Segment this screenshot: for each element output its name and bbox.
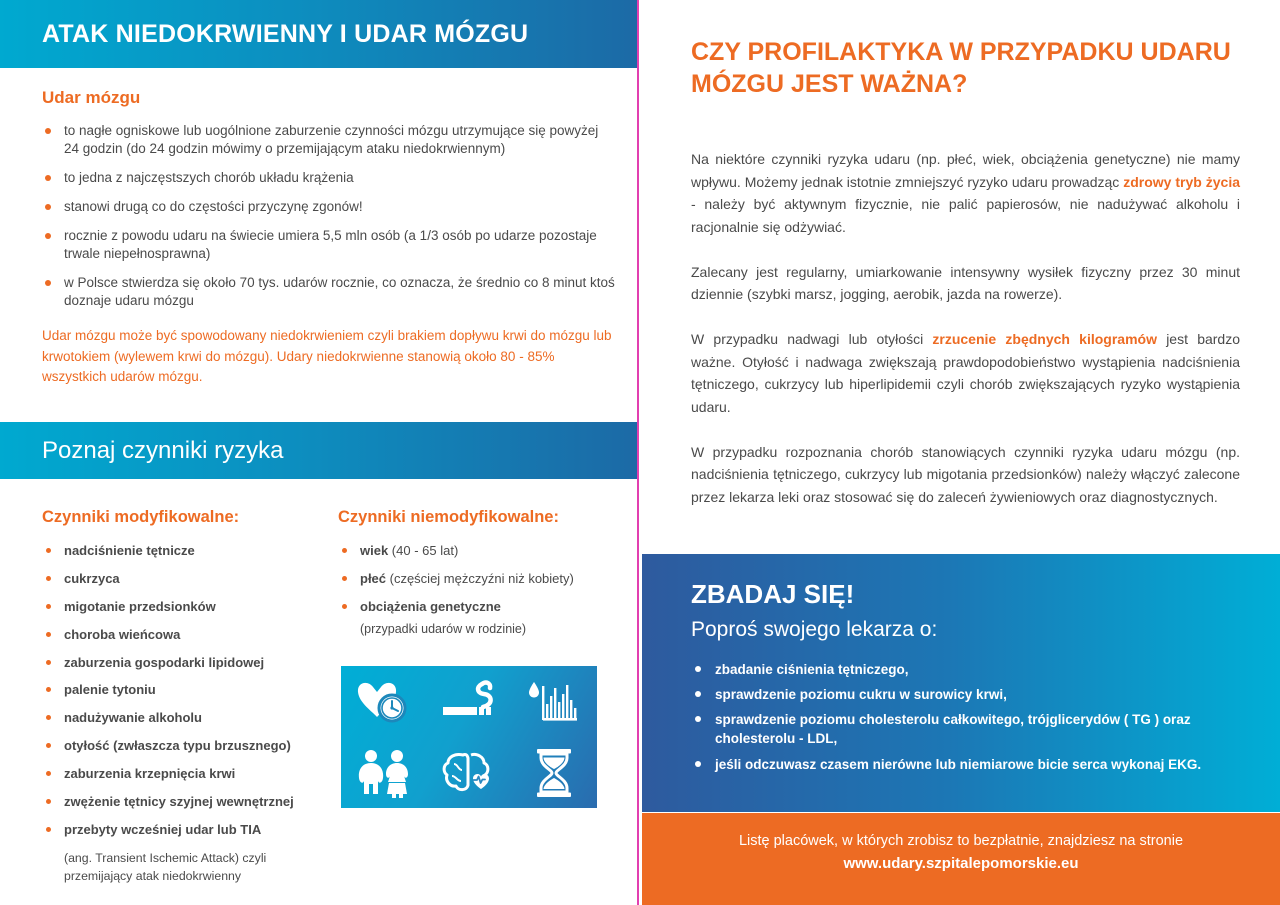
list-item: cukrzyca — [42, 571, 338, 588]
factor-name: obciążenia genetyczne — [360, 598, 501, 614]
factor-name: płeć — [360, 570, 387, 586]
risk-factors-band — [0, 422, 637, 479]
list-item: sprawdzenie poziomu cholesterolu całkowitego, trójglicerydów ( TG ) oraz cholesterolu - LDL, — [691, 710, 1261, 748]
cigarette-smoke-icon — [439, 679, 499, 725]
get-tested-panel — [642, 554, 1280, 812]
paragraph-1-part-a: Na niektóre czynniki ryzyka udaru (np. płeć, wiek, obciążenia genetyczne) nie mamy wpływu. Możemy jednak istotnie zmniejszyć ryzyko udaru prowadząc — [691, 151, 1240, 190]
list-item: zbadanie ciśnienia tętniczego, — [691, 660, 1261, 679]
paragraph-1-part-b: - należy być aktywnym fizycznie, nie palić papierosów, nie nadużywać alkoholu i racjonalnie się odżywiać. — [691, 196, 1240, 236]
paragraph-3-part-a: W przypadku nadwagi lub otyłości — [691, 331, 933, 348]
factor-detail: (częściej mężczyźni niż kobiety) — [386, 570, 574, 586]
footer-text: Listę placówek, w których zrobisz to bezpłatnie, znajdziesz na stronie — [738, 833, 1184, 849]
modifiable-list — [42, 543, 338, 839]
column-divider — [637, 0, 639, 905]
list-item: sprawdzenie poziomu cukru w surowicy krwi, — [691, 685, 1261, 704]
get-tested-subtitle: Poproś swojego lekarza o: — [691, 618, 938, 641]
heart-clock-icon — [356, 679, 412, 725]
factor-name: wiek — [360, 543, 389, 558]
paragraph-4: W przypadku rozpoznania chorób stanowiących czynniki ryzyka udaru mózgu (np. nadciśnienia tętniczego, cukrzycy lub migotania przedsionków) należy włączyć zalecone przez lekarza leki oraz stosować się do zaleceń żywieniowych oraz diagnostycznych. — [691, 443, 1240, 506]
list-item: otyłość (zwłaszcza typu brzusznego) — [42, 738, 338, 755]
prevention-body — [691, 148, 1240, 509]
factor-detail: (40 - 65 lat) — [388, 543, 459, 558]
tia-explanation: (ang. Transient Ischemic Attack) czyli przemijający atak niedokrwienny — [64, 850, 267, 883]
get-tested-title: ZBADAJ SIĘ! — [691, 579, 855, 609]
modifiable-heading: Czynniki modyfikowalne: — [42, 508, 240, 526]
list-item: migotanie przedsionków — [42, 599, 338, 616]
list-item: to nagłe ogniskowe lub uogólnione zaburzenie czynności mózgu utrzymujące się powyżej 24 godzin (do 24 godzin mówimy o przemijającym ataku niedokrwiennym) — [42, 122, 617, 158]
list-item: nadużywanie alkoholu — [42, 710, 338, 727]
right-column — [639, 0, 1280, 905]
nonmodifiable-heading: Czynniki niemodyfikowalne: — [338, 508, 559, 526]
paragraph-1 — [691, 148, 1240, 239]
list-item — [338, 543, 628, 560]
list-item: zaburzenia krzepnięcia krwi — [42, 766, 338, 783]
brain-heartbeat-icon — [441, 750, 497, 796]
nonmodifiable-list — [338, 543, 628, 616]
page-title: ATAK NIEDOKRWIENNY I UDAR MÓZGU — [42, 19, 529, 48]
highlight-healthy-lifestyle: zdrowy tryb życia — [1123, 173, 1240, 190]
website-footer-banner — [642, 813, 1280, 905]
blood-drop-chart-icon — [526, 678, 582, 726]
risk-icons-panel — [341, 666, 597, 808]
stroke-facts-list — [42, 122, 617, 310]
list-item — [338, 571, 628, 588]
genetic-explanation: (przypadki udarów w rodzinie) — [360, 621, 527, 636]
paragraph-3 — [691, 328, 1240, 419]
hourglass-icon — [531, 747, 577, 799]
list-item: zaburzenia gospodarki lipidowej — [42, 655, 338, 672]
get-tested-list — [691, 660, 1261, 780]
list-item: palenie tytoniu — [42, 682, 338, 699]
list-item: zwężenie tętnicy szyjnej wewnętrznej — [42, 794, 338, 811]
list-item: stanowi drugą co do częstości przyczynę zgonów! — [42, 198, 617, 216]
list-item: w Polsce stwierdza się około 70 tys. udarów rocznie, co oznacza, że średnio co 8 minut ktoś doznaje udaru mózgu — [42, 274, 617, 310]
paragraph-2: Zalecany jest regularny, umiarkowanie intensywny wysiłek fizyczny przez 30 minut dziennie (szybki marsz, jogging, aerobik, jazda na rowerze). — [691, 263, 1240, 303]
risk-factors-title: Poznaj czynniki ryzyka — [42, 436, 284, 464]
list-item: jeśli odczuwasz czasem nierówne lub niemiarowe bicie serca wykonaj EKG. — [691, 755, 1261, 774]
highlight-weight-loss: zrzucenie zbędnych kilogramów — [932, 331, 1157, 348]
list-item — [338, 599, 628, 616]
stroke-definition-block — [42, 88, 617, 388]
list-item: przebyty wcześniej udar lub TIA — [42, 822, 338, 839]
main-header-band — [0, 0, 637, 68]
list-item: to jedna z najczęstszych chorób układu krążenia — [42, 169, 617, 187]
section-heading-stroke: Udar mózgu — [42, 88, 141, 107]
list-item: rocznie z powodu udaru na świecie umiera 5,5 mln osób (a 1/3 osób po udarze pozostaje trwale niepełnosprawna) — [42, 227, 617, 263]
paragraph-3-part-b: jest bardzo ważne. Otyłość i nadwaga zwiększają prawdopodobieństwo wystąpienia nadciśnienia tętniczego, cukrzycy lub hiperlipidemii czyli chorób zwiększających ryzyko wystąpienia udaru. — [691, 331, 1241, 416]
list-item: choroba wieńcowa — [42, 627, 338, 644]
stroke-cause-note: Udar mózgu może być spowodowany niedokrwieniem czyli brakiem dopływu krwi do mózgu lub krwotokiem (wylewem krwi do mózgu). Udary niedokrwienne stanowią około 80 - 85% wszystkich udarów mózgu. — [42, 327, 612, 385]
footer-website-url[interactable]: www.udary.szpitalepomorskie.eu — [843, 855, 1079, 872]
obese-man-woman-icon — [354, 748, 414, 798]
list-item: nadciśnienie tętnicze — [42, 543, 338, 560]
modifiable-factors-column — [42, 508, 338, 885]
left-column — [0, 0, 637, 905]
prevention-title: CZY PROFILAKTYKA W PRZYPADKU UDARU MÓZGU JEST WAŻNA? — [691, 38, 1231, 98]
